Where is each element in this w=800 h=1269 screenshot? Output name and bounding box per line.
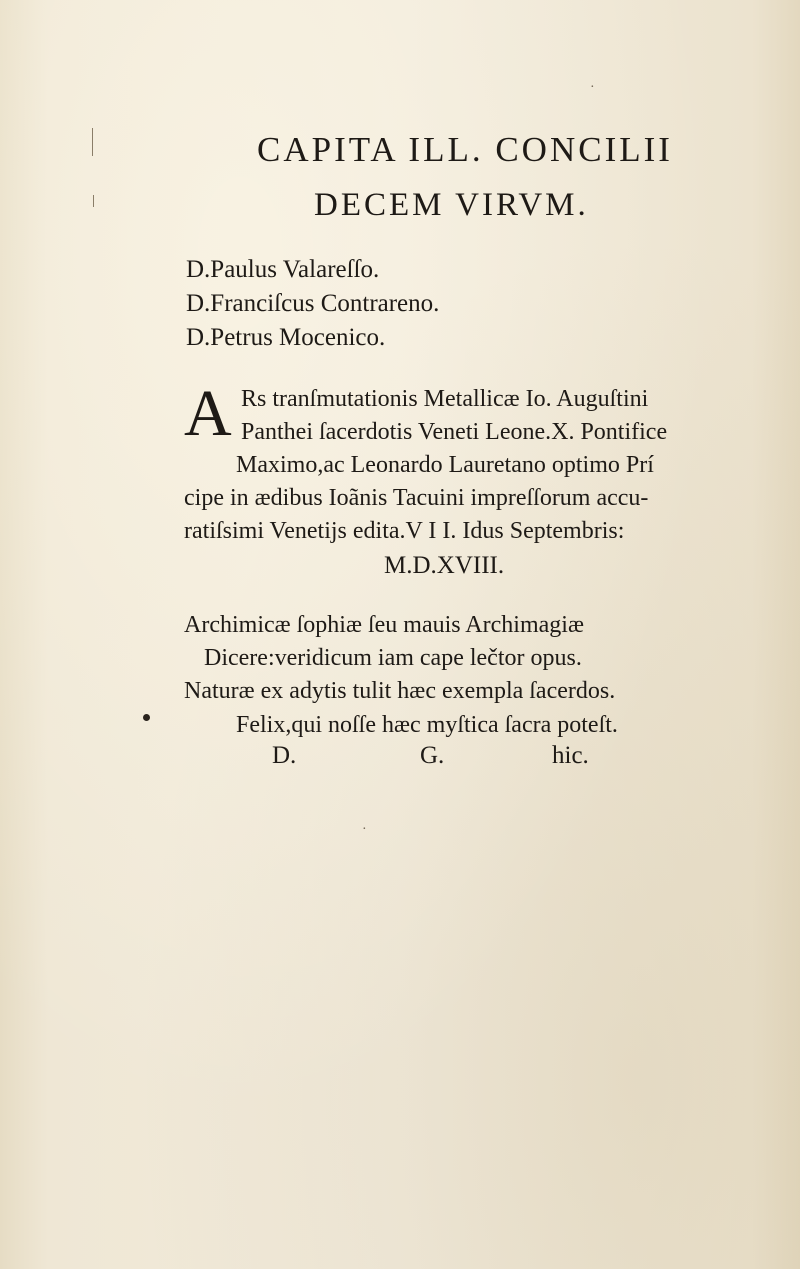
page-margin-mark — [92, 128, 93, 156]
paragraph-date-line: M.D.XVIII. — [384, 552, 505, 579]
paragraph-line: ratiſsimi Venetijs edita.V I I. Idus Septembris: — [184, 518, 625, 544]
heading-line-1: CAPITA ILL. CONCILII — [257, 130, 673, 169]
paragraph-line: Panthei ſacerdotis Veneti Leone.X. Pontifice — [241, 419, 668, 445]
paragraph-line: cipe in ædibus Ioãnis Tacuini impreſſorum accu- — [184, 485, 649, 511]
signature-initial: D. — [272, 742, 297, 769]
drop-cap: A — [184, 377, 232, 450]
member-name: D.Franciſcus Contrareno. — [186, 290, 440, 317]
signature-initial: G. — [420, 742, 445, 769]
verse-line: Dicere:veridicum iam cape lečtor opus. — [204, 645, 582, 671]
page-margin-mark — [93, 195, 94, 207]
member-name: D.Petrus Mocenico. — [186, 324, 386, 351]
paragraph-line: Rs tranſmutationis Metallicæ Io. Auguſtini — [241, 386, 649, 412]
member-name: D.Paulus Valareſſo. — [186, 256, 380, 283]
heading-line-2: DECEM VIRVM. — [314, 187, 589, 223]
signature-word: hic. — [552, 742, 589, 769]
bullet-mark — [143, 714, 150, 721]
verse-line: Felix,qui noſſe hæc myſtica ſacra poteſt. — [236, 712, 618, 738]
verse-line: Naturæ ex adytis tulit hæc exempla ſacerdos. — [184, 678, 616, 704]
ink-speck: · — [590, 80, 595, 95]
paragraph-line: Maximo,ac Leonardo Lauretano optimo Prí — [236, 452, 654, 478]
ink-speck: · — [362, 822, 367, 837]
verse-line: Archimicæ ſophiæ ſeu mauis Archimagiæ — [184, 612, 584, 638]
